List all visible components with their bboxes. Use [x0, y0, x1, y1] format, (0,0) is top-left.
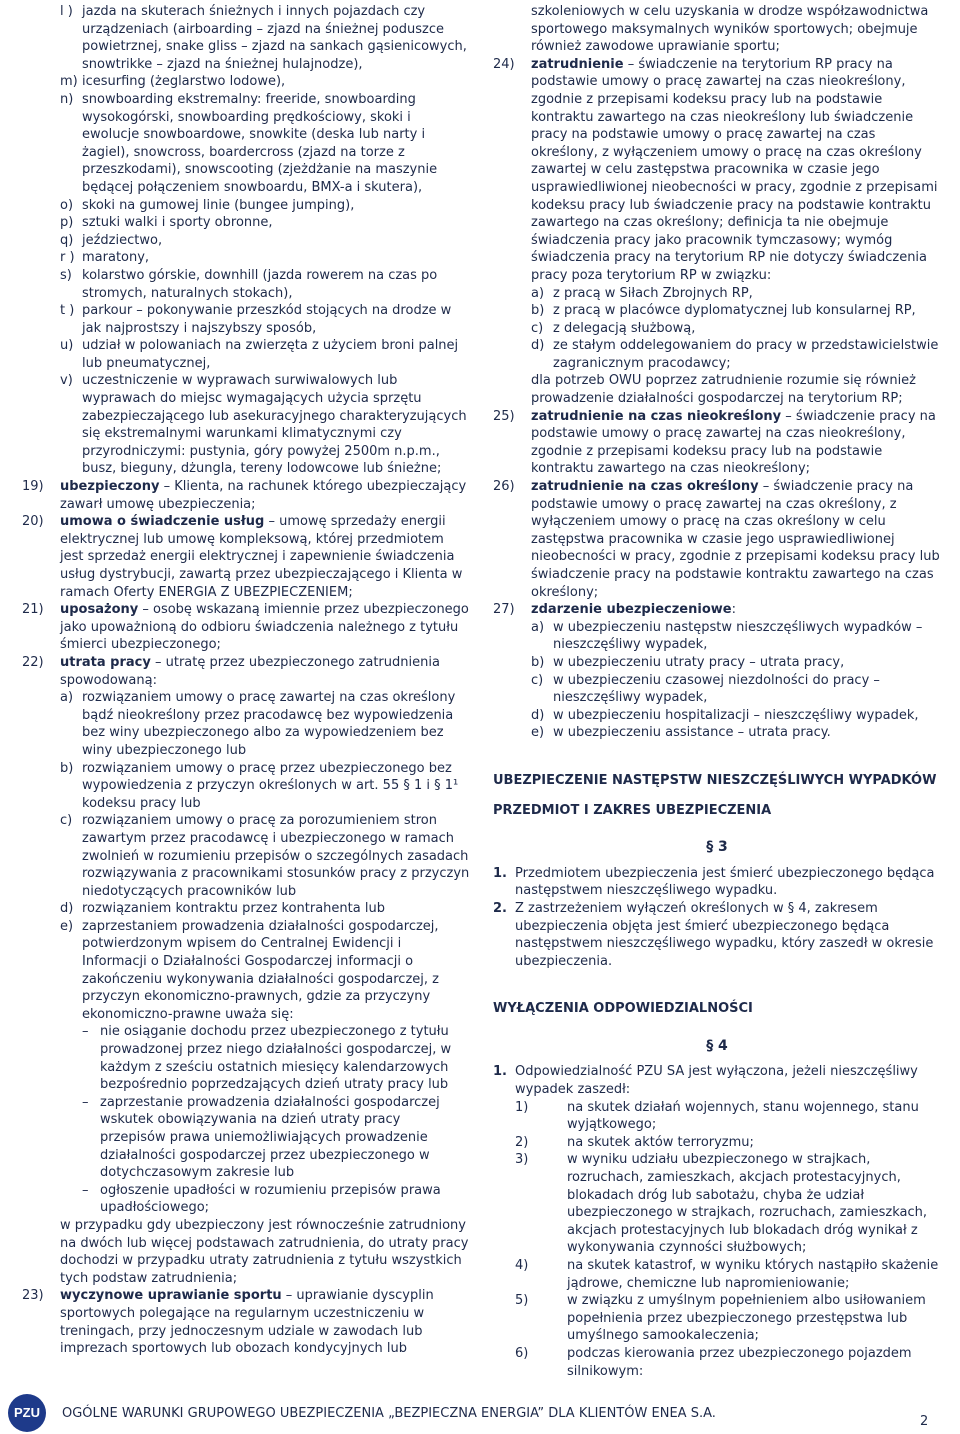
section-subheading: PRZEDMIOT I ZAKRES UBEZPIECZENIA: [493, 802, 772, 818]
definition-22-note: w przypadku gdy ubezpieczony jest równocześnie zatrudniony na dwóch lub więcej podstawach zatrudnienia, do utraty pracy dochodzi w przypadku utraty zatrudnienia z tytułu wszystkich tych podstaw zatrudnienia;: [60, 1217, 469, 1286]
dash-item: – nie osiąganie dochodu przez ubezpieczonego z tytułu prowadzonej przez niego działalności gospodarczej, w każdym z sześciu ostatnich miesięcy kalendarzowych bezpośrednio poprzedzających dzień utraty pracy lub: [82, 1024, 452, 1093]
definition-26: 26) zatrudnienie na czas określony – świadczenie pracy na podstawie umowy o pracę zawartej na czas określony, z wyłączeniem umowy o pracę na czas określony w celu zastępstwa pracownika w czasie jego usprawiedliwionej nieobecności w pracy, zgodnie z przepisami kodeksu pracy lub świadczenie pracy na podstawie kontraktu zawartego na czas określony;: [493, 479, 940, 600]
list-item: d) ze stałym oddelegowaniem do pracy w przedstawicielstwie zagranicznym pracodawcy;: [531, 338, 939, 371]
list-item: n) snowboarding ekstremalny: freeride, snowboarding wysokogórski, snowboarding prędkościowy, skoki i ewolucje snowboardowe, snowkite (deska lub narty i żagiel), snowcross, boardercross (zjazd na torze z przeszkodami), snowscooting (zjeżdżanie na maszynie będącej połączeniem snowboardu, BMX-a i skutera),: [60, 91, 438, 195]
definition-22: 22) utrata pracy – utratę przez ubezpieczonego zatrudnienia spowodowaną:: [22, 654, 440, 688]
definition-20: 20) umowa o świadczenie usług – umowę sprzedaży energii elektrycznej lub umowę kompleksową, której przedmiotem jest sprzedaż energii elektrycznej i zapewnienie świadczenia usług dystrybucji, zawartą przez ubezpieczającego i Klienta w ramach Oferty ENERGIA Z UBEZPIECZENIEM;: [22, 514, 463, 600]
page-footer: [0, 1392, 960, 1434]
definition-25: 25) zatrudnienie na czas nieokreślony – świadczenie pracy na podstawie umowy o pracę zawartej na czas nieokreślony, zgodnie z przepisami kodeksu pracy lub na podstawie kontraktu zawartego na czas nieokreślony;: [493, 408, 936, 477]
left-column: [22, 3, 470, 1358]
definition-27: 27) zdarzenie ubezpieczeniowe:: [493, 602, 736, 618]
list-item: s) kolarstwo górskie, downhill (jazda rowerem na czas po stromych, naturalnych stokach),: [60, 267, 438, 301]
list-item: r ) maratony,: [60, 250, 150, 266]
definition-21: 21) uposażony – osobę wskazaną imiennie przez ubezpieczonego jako upoważnioną do odbioru świadczenia należnego z tytułu śmierci ubezpieczonego;: [22, 602, 469, 653]
right-column: [493, 3, 941, 1380]
dash-item: – zaprzestanie prowadzenia działalności gospodarczej wskutek obowiązywania na dzień utraty pracy przepisów prawa uniemożliwiających prowadzenie działalności gospodarczej przez ubezpieczonego w dotychczasowym zakresie lub: [82, 1094, 440, 1181]
pzu-logo: PZU: [8, 1394, 46, 1432]
list-item: o) skoki na gumowej linie (bungee jumping),: [60, 197, 355, 213]
list-item: b) rozwiązaniem umowy o pracę przez ubezpieczonego bez wypowiedzenia z przyczyn określonych w art. 55 § 1 i § 1¹ kodeksu pracy lub: [60, 760, 459, 811]
list-item: 6) podczas kierowania przez ubezpieczonego pojazdem silnikowym:: [515, 1345, 912, 1379]
list-item: 3) w wyniku udziału ubezpieczonego w strajkach, rozruchach, zamieszkach, akcjach protestacyjnych, blokadach dróg lub sabotażu, chyba że udział ubezpieczonego w strajkach, rozruchach, zamieszkach, akcjach protestacyjnych lub blokadach dróg wynikał z wykonywania czynności służbowych;: [515, 1152, 928, 1256]
footer-title: OGÓLNE WARUNKI GRUPOWEGO UBEZPIECZENIA „BEZPIECZNA ENERGIA” DLA KLIENTÓW ENEA S.A.: [62, 1406, 716, 1421]
list-item: l ) jazda na skuterach śnieżnych i innych pojazdach czy urządzeniach (airboarding – zjazd na śnieżnej poduszce powietrznej, snake gliss – zjazd na sankach gąsienicowych, snowtrikke – zjazd na śnieżnej hulajnodze),: [60, 4, 467, 72]
list-item: u) udział w polowaniach na zwierzęta z użyciem broni palnej lub pneumatycznej,: [60, 338, 459, 371]
list-item: p) sztuki walki i sporty obronne,: [60, 215, 273, 231]
dash-item: – ogłoszenie upadłości w rozumieniu przepisów prawa upadłościowego;: [82, 1182, 441, 1216]
definition-24: 24) zatrudnienie – świadczenie na terytorium RP pracy na podstawie umowy o pracę zawartej na czas nieokreślony, zgodnie z przepisami kodeksu pracy lub na podstawie kontraktu zawartego na czas nieokreślony lub świadczenie pracy na podstawie umowy o pracę zawartej na czas określony, z wyłączeniem umowy o pracę na czas określony zawartej w celu zastępstwa pracownika w czasie jego usprawiedliwionej nieobecności w pracy, zgodnie z przepisami kodeksu pracy lub świadczenie pracy na podstawie kontraktu zawartego na czas określony; definicja ta nie obejmuje świadczenia pracy jako pracownik tymczasowy; wymóg świadczenia pracy na terytorium RP nie dotyczy świadczenia pracy poza terytorium RP w związku:: [493, 56, 938, 283]
list-item: t ) parkour – pokonywanie przeszkód stojących na drodze w jak najprostszy i najszybszy sposób,: [60, 303, 452, 336]
list-item: v) uczestniczenie w wyprawach surwiwalowych lub wyprawach do miejsc wymagających użycia sprzętu zabezpieczającego lub asekuracyjnego charakteryzujących się ekstremalnymi warunkami klimatycznymi czy przyrodniczymi: pustynia, góry powyżej 2500m n.p.m., busz, bieguny, dżungla, tereny lodowcowe lub śnieżne;: [60, 373, 467, 477]
paragraph-number: § 4: [706, 1037, 728, 1054]
page-number: 2: [920, 1414, 929, 1429]
list-item: m) icesurfing (żeglarstwo lodowe),: [60, 74, 286, 90]
list-item: 1) na skutek działań wojennych, stanu wojennego, stanu wyjątkowego;: [515, 1099, 919, 1133]
list-item: c) w ubezpieczeniu czasowej niezdolności do pracy – nieszczęśliwy wypadek,: [531, 672, 880, 706]
list-item: 5) w związku z umyślnym popełnieniem albo usiłowaniem popełnienia przez ubezpieczonego przestępstwa lub umyślnego samookaleczenia;: [515, 1293, 926, 1344]
list-item: a) w ubezpieczeniu następstw nieszczęśliwych wypadków – nieszczęśliwy wypadek,: [531, 619, 923, 653]
list-item: c) rozwiązaniem umowy o pracę za porozumieniem stron zawartym przez pracodawcę i ubezpieczonego w ramach zwolnień w rozumieniu przepisów o szczególnych zasadach rozwiązywania z pracownikami stosunków pracy z przyczyn niedotyczących pracowników lub: [60, 813, 470, 899]
definition-23-continued: szkoleniowych w celu uzyskania w drodze współzawodnictwa sportowego maksymalnych wyników sportowych; obejmuje również zawodowe uprawianie sportu;: [531, 4, 929, 55]
list-item: a) z pracą w Siłach Zbrojnych RP,: [531, 285, 753, 301]
numbered-item: 1. Odpowiedzialność PZU SA jest wyłączona, jeżeli nieszczęśliwy wypadek zaszedł:: [493, 1064, 918, 1098]
list-item: d) w ubezpieczeniu hospitalizacji – nieszczęśliwy wypadek,: [531, 707, 919, 723]
section-heading: UBEZPIECZENIE NASTĘPSTW NIESZCZĘŚLIWYCH WYPADKÓW: [493, 772, 937, 788]
numbered-item: 2. Z zastrzeżeniem wyłączeń określonych w § 4, zakresem ubezpieczenia objęta jest śmierć ubezpieczonego będąca następstwem nieszczęśliwego wypadku, który zaszedł w okresie ubezpieczenia.: [493, 900, 934, 969]
numbered-item: 1. Przedmiotem ubezpieczenia jest śmierć ubezpieczonego będąca następstwem nieszczęśliwego wypadku.: [493, 865, 935, 899]
list-item: b) z pracą w placówce dyplomatycznej lub konsularnej RP,: [531, 303, 916, 319]
definition-24-note: dla potrzeb OWU poprzez zatrudnienie rozumie się również prowadzenie działalności gospodarczej na terytorium RP;: [531, 373, 916, 407]
list-item: d) rozwiązaniem kontraktu przez kontrahenta lub: [60, 901, 385, 917]
list-item: c) z delegacją służbową,: [531, 320, 696, 336]
list-item: 2) na skutek aktów terroryzmu;: [515, 1134, 754, 1150]
list-item: b) w ubezpieczeniu utraty pracy – utrata pracy,: [531, 654, 845, 670]
list-item: 4) na skutek katastrof, w wyniku których nastąpiło skażenie jądrowe, chemiczne lub napromieniowanie;: [515, 1258, 939, 1291]
list-item: a) rozwiązaniem umowy o pracę zawartej na czas określony bądź nieokreślony przez pracodawcę bez wypowiedzenia bez winy ubezpieczonego albo za wypowiedzeniem bez winy ubezpieczonego lub: [60, 690, 456, 758]
list-item: q) jeździectwo,: [60, 232, 163, 248]
definition-23: 23) wyczynowe uprawianie sportu – uprawianie dyscyplin sportowych polegające na regularnym uczestniczeniu w treningach, przy jednoczesnym udziale w zawodach lub imprezach sportowych lub obozach kondycyjnych lub: [22, 1288, 434, 1357]
list-item: e) zaprzestaniem prowadzenia działalności gospodarczej, potwierdzonym wpisem do Centralnej Ewidencji i Informacji o Działalności Gospodarczej informacji o zakończeniu wykonywania działalności gospodarczej, z przyczyn ekonomiczno-prawnych, gdzie za przyczyny ekonomiczno-prawne uważa się:: [60, 918, 439, 1022]
list-item: e) w ubezpieczeniu assistance – utrata pracy.: [531, 725, 831, 741]
definition-19: 19) ubezpieczony – Klienta, na rachunek którego ubezpieczający zawarł umowę ubezpieczenia;: [22, 479, 467, 512]
paragraph-number: § 3: [706, 839, 728, 856]
section-heading: WYŁĄCZENIA ODPOWIEDZIALNOŚCI: [493, 1001, 753, 1017]
